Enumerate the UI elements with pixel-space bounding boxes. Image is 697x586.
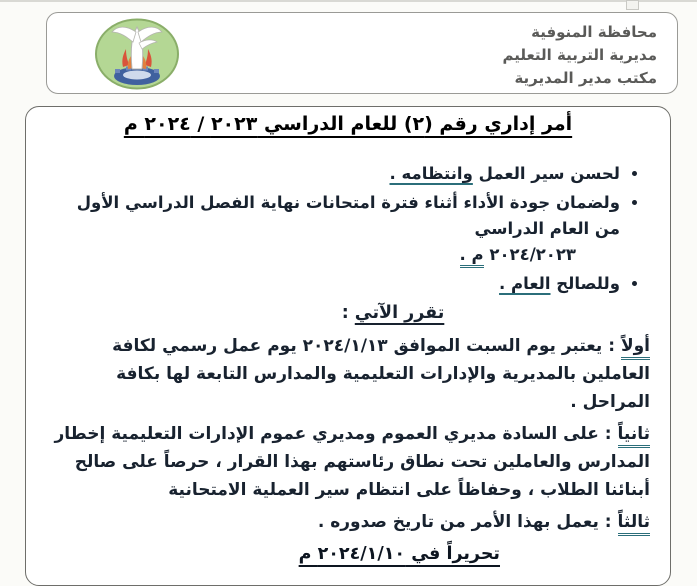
header-governorate: محافظة المنوفية: [531, 23, 657, 41]
clause-label: أولاً: [621, 336, 650, 360]
clause-second: [46, 420, 650, 504]
clause-separator: :: [602, 336, 621, 356]
preamble-underlined-text: م .: [460, 245, 484, 268]
preamble-item: [46, 161, 620, 187]
decree-heading: [91, 303, 695, 328]
clause-separator: :: [598, 424, 618, 444]
preamble-text: وللصالح: [550, 274, 620, 293]
scan-artifact-top-line: [0, 0, 697, 2]
clause-text: يعتبر يوم السبت الموافق ٢٠٢٤/١/١٣ يوم عمل رسمي لكافة العاملين بالمديرية والإدارات التعليمية والمدارس التابعة لها بكافة المراحل .: [112, 336, 650, 412]
header-office: مكتب مدير المديرية: [514, 69, 657, 87]
clause-text: على السادة مديري العموم ومديري عموم الإدارات التعليمية إخطار المدارس والعاملين تحت نطاق رئاستهم بهذا القرار ، حرصاً على صالح أبنائنا الطلاب ، وحفاظاً على انتظام سير العملية الامتحانية: [54, 424, 650, 500]
clause-third: [46, 508, 650, 536]
issuance-date: تحريراً في ٢٠٢٤/١/١٠ م: [298, 544, 500, 564]
clause-label: ثانياً: [618, 424, 650, 448]
decree-heading-text: تقرر الآتي: [354, 303, 445, 323]
letterhead: [46, 12, 678, 94]
document-title: أمر إداري رقم (٢) للعام الدراسي ٢٠٢٣ / ٢٠٢٤ م: [123, 113, 573, 135]
scan-artifact-square: [626, 0, 639, 10]
issuance-date-row: [46, 544, 500, 572]
preamble-item: [46, 271, 620, 297]
header-directorate: مديرية التربية التعليم: [502, 46, 657, 64]
menoufia-governorate-emblem-icon: [93, 17, 181, 91]
preamble-underlined-text: العام .: [499, 274, 551, 293]
preamble-item: [46, 190, 620, 268]
order-body: [25, 106, 671, 586]
clause-label: ثالثاً: [618, 512, 650, 536]
preamble-underlined-text: وانتظامه .: [389, 164, 473, 183]
preamble-text: ولضمان جودة الأداء أثناء فترة امتحانات نهاية الفصل الدراسي الأول من العام الدراسي: [76, 193, 620, 238]
clause-separator: :: [598, 512, 618, 532]
academic-year-value: ٢٠٢٤/٢٠٢٣: [483, 245, 576, 264]
clause-text: يعمل بهذا الأمر من تاريخ صدوره .: [317, 512, 599, 532]
preamble-list: [46, 161, 620, 297]
clause-first: [46, 332, 650, 416]
decree-heading-colon: :: [341, 303, 355, 323]
preamble-item-second-line: [46, 242, 576, 268]
preamble-text: لحسن سير العمل: [472, 164, 620, 183]
